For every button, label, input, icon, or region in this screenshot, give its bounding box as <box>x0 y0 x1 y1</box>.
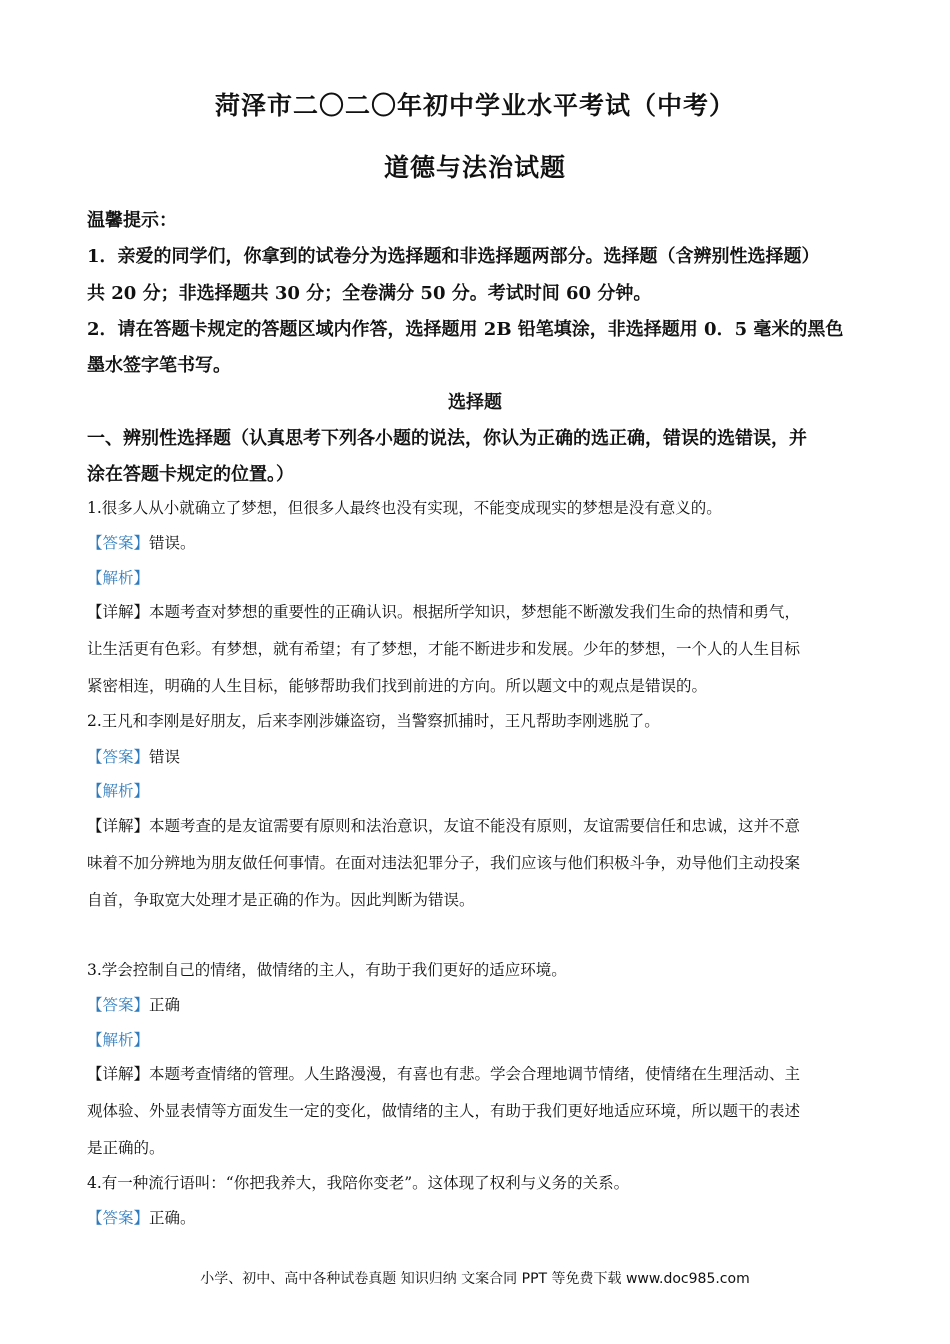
question-3-detail-line-1 <box>87 1062 867 1084</box>
part-1-instruction-line-1: 一、辨别性选择题（认真思考下列各小题的说法，你认为正确的选正确，错误的选错误，并 <box>87 428 807 449</box>
analysis-label: 【解析】 <box>87 569 150 587</box>
notice-item-2-line-2: 墨水签字笔书写。 <box>87 355 231 376</box>
exam-subtitle: 道德与法治试题 <box>383 153 566 182</box>
part-1-instruction-line-2: 涂在答题卡规定的位置。） <box>87 464 294 485</box>
question-3-detail-line-3: 是正确的。 <box>87 1139 165 1157</box>
notice-heading: 温馨提示： <box>87 210 177 231</box>
question-2-answer <box>87 745 867 767</box>
notice-item-2-line-1: 2．请在答题卡规定的答题区域内作答，选择题用 2B 铅笔填涂，非选择题用 0．5 毫米的黑色 <box>87 319 844 340</box>
question-3-answer <box>87 993 867 1015</box>
question-1: 1.很多人从小就确立了梦想，但很多人最终也没有实现，不能变成现实的梦想是没有意义的。 <box>87 499 722 517</box>
answer-label: 【答案】 <box>87 996 150 1014</box>
question-2-detail-line-2: 味着不加分辨地为朋友做任何事情。在面对违法犯罪分子，我们应该与他们积极斗争，劝导他们主动投案 <box>87 854 801 872</box>
detail-label: 【详解】 <box>87 603 150 621</box>
question-2-detail-line-1 <box>87 814 867 836</box>
question-3: 3.学会控制自己的情绪，做情绪的主人，有助于我们更好的适应环境。 <box>87 961 567 979</box>
page-footer: 小学、初中、高中各种试卷真题 知识归纳 文案合同 PPT 等免费下载 www.doc985.com <box>200 1271 750 1287</box>
answer-text: 错误。 <box>149 534 196 552</box>
question-3-detail-line-2: 观体验、外显表情等方面发生一定的变化，做情绪的主人，有助于我们更好地适应环境，所以题干的表述 <box>87 1102 801 1120</box>
question-3-analysis <box>87 1028 867 1050</box>
detail-label: 【详解】 <box>87 817 150 835</box>
question-4-answer <box>87 1206 867 1228</box>
notice-item-1-line-2: 共 20 分；非选择题共 30 分；全卷满分 50 分。考试时间 60 分钟。 <box>87 283 652 304</box>
exam-title: 菏泽市二〇二〇年初中学业水平考试（中考） <box>214 91 735 120</box>
question-1-analysis <box>87 566 867 588</box>
question-2-detail-line-3: 自首，争取宽大处理才是正确的作为。因此判断为错误。 <box>87 891 475 909</box>
detail-text: 本题考查情绪的管理。人生路漫漫，有喜也有悲。学会合理地调节情绪，使情绪在生理活动、主 <box>149 1065 801 1083</box>
answer-text: 正确 <box>149 996 181 1014</box>
question-2: 2.王凡和李刚是好朋友，后来李刚涉嫌盗窃，当警察抓捕时，王凡帮助李刚逃脱了。 <box>87 712 660 730</box>
answer-label: 【答案】 <box>87 534 150 552</box>
section-title: 选择题 <box>448 392 502 413</box>
question-1-detail-line-1 <box>87 600 867 622</box>
detail-text: 本题考查的是友谊需要有原则和法治意识，友谊不能没有原则，友谊需要信任和忠诚，这并不意 <box>149 817 801 835</box>
notice-item-1-line-1: 1．亲爱的同学们，你拿到的试卷分为选择题和非选择题两部分。选择题（含辨别性选择题） <box>87 246 820 267</box>
question-1-detail-line-3: 紧密相连，明确的人生目标，能够帮助我们找到前进的方向。所以题文中的观点是错误的。 <box>87 677 708 695</box>
detail-text: 本题考查对梦想的重要性的正确认识。根据所学知识，梦想能不断激发我们生命的热情和勇气， <box>149 603 801 621</box>
analysis-label: 【解析】 <box>87 782 150 800</box>
analysis-label: 【解析】 <box>87 1031 150 1049</box>
answer-label: 【答案】 <box>87 1209 150 1227</box>
detail-label: 【详解】 <box>87 1065 150 1083</box>
answer-label: 【答案】 <box>87 748 150 766</box>
answer-text: 正确。 <box>149 1209 196 1227</box>
answer-text: 错误 <box>149 748 181 766</box>
question-1-detail-line-2: 让生活更有色彩。有梦想，就有希望；有了梦想，才能不断进步和发展。少年的梦想，一个人的人生目标 <box>87 640 801 658</box>
question-4: 4.有一种流行语叫：“你把我养大，我陪你变老”。这体现了权利与义务的关系。 <box>87 1174 630 1192</box>
question-2-analysis <box>87 779 867 801</box>
question-1-answer <box>87 531 867 553</box>
